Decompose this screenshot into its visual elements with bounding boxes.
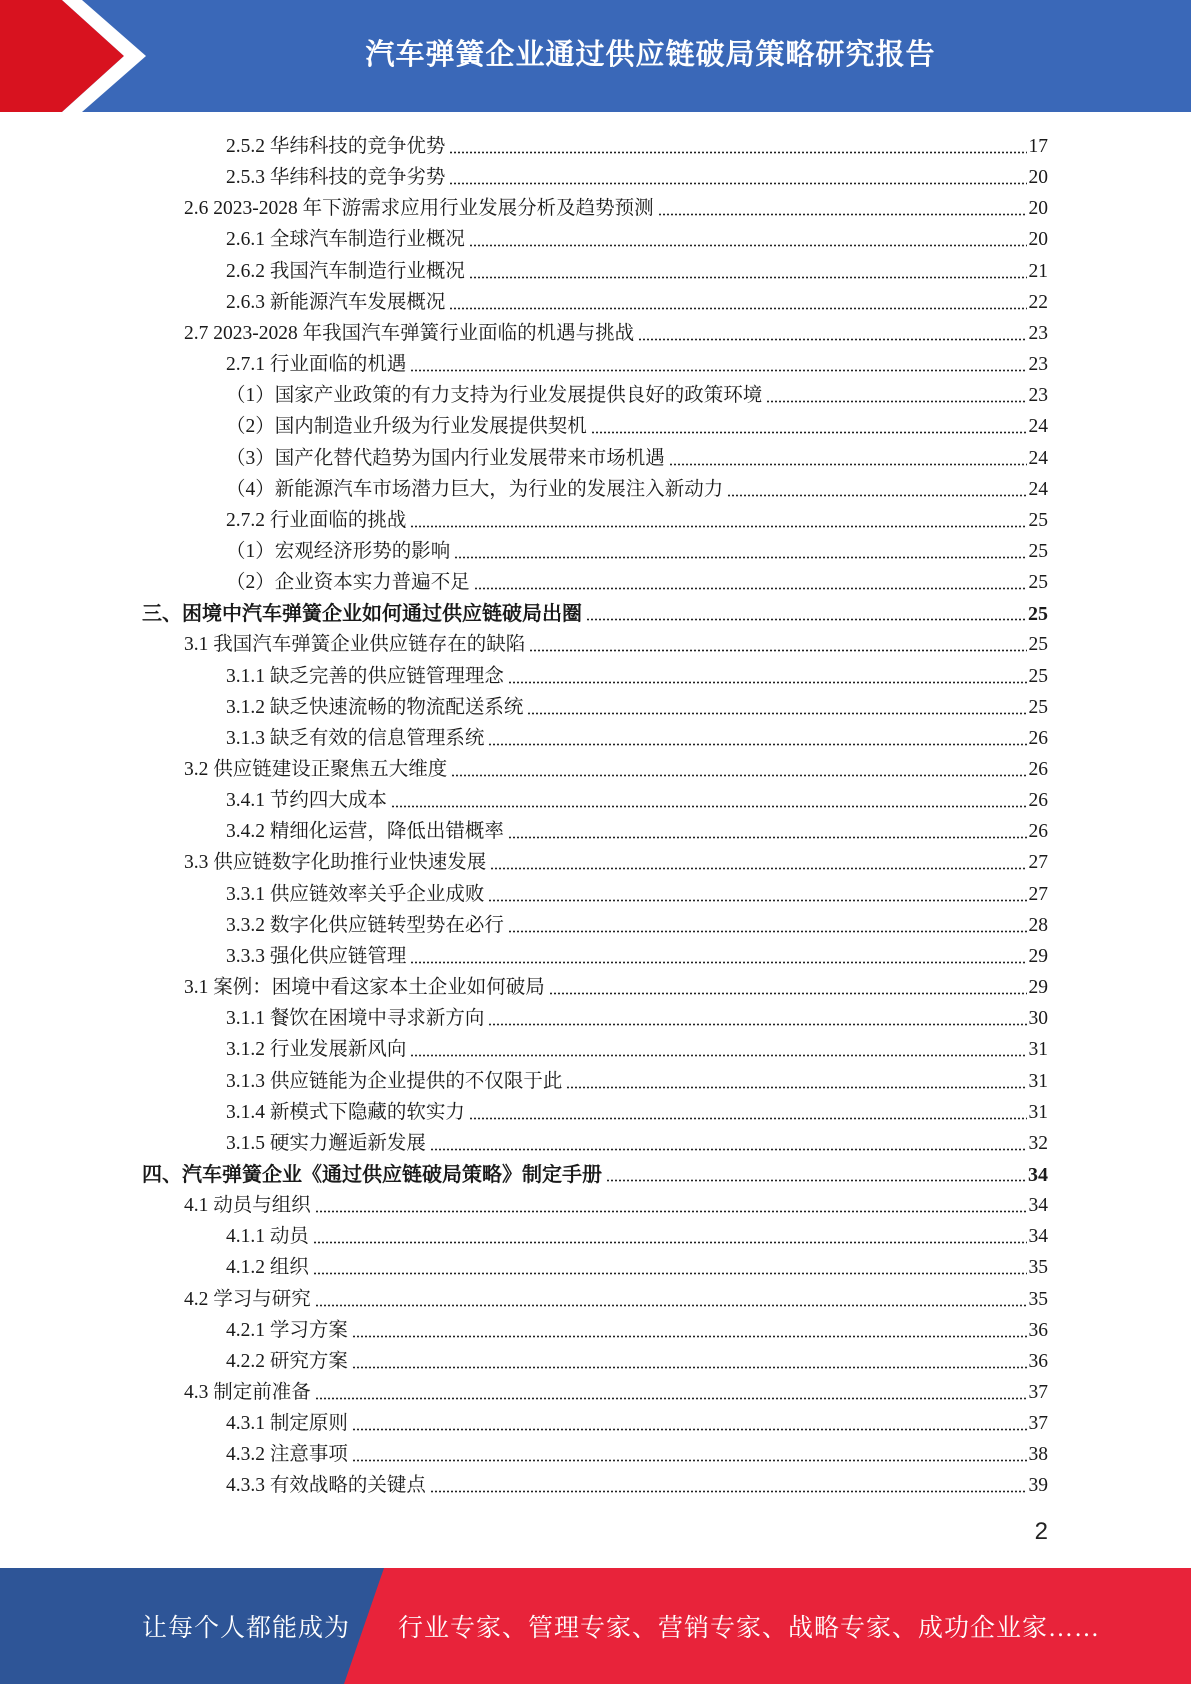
toc-entry-title: 三、困境中汽车弹簧企业如何通过供应链破局出圈 (142, 603, 582, 626)
toc-entry-page: 25 (1028, 665, 1048, 687)
toc-leader-dots (490, 867, 1026, 870)
toc-entry[interactable] (226, 1436, 1048, 1467)
toc-leader-dots (488, 899, 1026, 902)
toc-entry-page: 34 (1028, 1226, 1048, 1248)
toc-entry-title: 4.2.1 学习方案 (226, 1319, 348, 1341)
toc-entry[interactable] (226, 128, 1048, 159)
toc-leader-dots (469, 244, 1027, 247)
toc-entry[interactable] (184, 969, 1048, 1000)
toc-leader-dots (508, 681, 1027, 684)
toc-entry[interactable] (226, 1063, 1048, 1094)
page-footer (0, 1568, 1191, 1684)
toc-entry[interactable] (184, 315, 1048, 346)
toc-entry[interactable] (226, 1312, 1048, 1343)
toc-entry-title: 3.3 供应链数字化助推行业快速发展 (184, 852, 487, 874)
toc-entry[interactable] (226, 1405, 1048, 1436)
footer-slogan-right: 行业专家、管理专家、营销专家、战略专家、成功企业家…… (398, 1615, 1101, 1642)
toc-leader-dots (508, 930, 1027, 933)
toc-entry-page: 23 (1028, 354, 1048, 376)
toc-entry[interactable] (184, 1281, 1048, 1312)
toc-leader-dots (488, 1023, 1026, 1026)
toc-leader-dots (352, 1335, 1027, 1338)
toc-entry[interactable] (226, 221, 1048, 252)
toc-leader-dots (430, 1490, 1027, 1493)
toc-entry-page: 17 (1028, 136, 1048, 157)
toc-entry[interactable] (226, 658, 1048, 689)
toc-entry-title: （1）宏观经济形势的影响 (226, 540, 451, 562)
toc-leader-dots (591, 431, 1027, 434)
toc-entry-page: 39 (1028, 1475, 1048, 1497)
toc-entry[interactable] (184, 626, 1048, 657)
toc-entry-page: 31 (1028, 1101, 1048, 1123)
toc-entry-page: 31 (1028, 1070, 1048, 1092)
toc-entry[interactable] (184, 1187, 1048, 1218)
toc-leader-dots (430, 1148, 1027, 1151)
toc-entry[interactable] (226, 1218, 1048, 1249)
toc-entry-page: 38 (1028, 1444, 1048, 1466)
toc-leader-dots (391, 805, 1027, 808)
toc-entry-title: 2.6.2 我国汽车制造行业概况 (226, 260, 465, 282)
toc-entry-page: 28 (1028, 914, 1048, 936)
toc-entry[interactable] (226, 1125, 1048, 1156)
toc-leader-dots (315, 1304, 1027, 1307)
page-number: 2 (1034, 1518, 1048, 1545)
toc-entry-title: 4.1 动员与组织 (184, 1195, 311, 1217)
toc-entry-title: 4.3.3 有效战略的关键点 (226, 1475, 426, 1497)
toc-leader-dots (508, 836, 1027, 839)
toc-entry[interactable] (142, 595, 1048, 626)
toc-entry-title: 3.1.1 缺乏完善的供应链管理理念 (226, 665, 504, 687)
toc-leader-dots (658, 213, 1027, 216)
toc-entry-page: 23 (1028, 385, 1048, 407)
toc-leader-dots (527, 712, 1026, 715)
toc-leader-dots (638, 338, 1026, 341)
toc-entry-title: （2）国内制造业升级为行业发展提供契机 (226, 416, 587, 438)
toc-entry-title: 2.7 2023-2028 年我国汽车弹簧行业面临的机遇与挑战 (184, 322, 635, 344)
toc-leader-dots (410, 961, 1026, 964)
toc-entry[interactable] (226, 377, 1048, 408)
toc-entry[interactable] (226, 876, 1048, 907)
toc-entry-title: 4.3.2 注意事项 (226, 1444, 348, 1466)
toc-leader-dots (766, 400, 1026, 403)
toc-leader-dots (410, 525, 1026, 528)
toc-leader-dots (449, 307, 1026, 310)
toc-entry-page: 24 (1028, 416, 1048, 438)
toc-leader-dots (469, 1117, 1027, 1120)
toc-entry-page: 23 (1028, 322, 1048, 344)
toc-leader-dots (352, 1366, 1027, 1369)
toc-leader-dots (606, 1179, 1026, 1182)
toc-leader-dots (529, 649, 1026, 652)
toc-leader-dots (352, 1428, 1027, 1431)
toc-entry-title: 3.1.1 餐饮在困境中寻求新方向 (226, 1008, 485, 1030)
toc-entry-page: 27 (1028, 852, 1048, 874)
toc-leader-dots (451, 774, 1026, 777)
toc-entry-page: 25 (1028, 509, 1048, 531)
toc-entry-page: 34 (1028, 1163, 1048, 1186)
toc-entry-title: 2.5.3 华纬科技的竞争劣势 (226, 167, 446, 189)
toc-entry[interactable] (226, 440, 1048, 471)
toc-entry-page: 32 (1028, 1132, 1048, 1154)
toc-entry-title: 3.3.3 强化供应链管理 (226, 945, 407, 967)
toc-entry-page: 24 (1028, 478, 1048, 500)
toc-entry-title: （2）企业资本实力普遍不足 (226, 572, 470, 594)
toc-entry-title: 2.6.1 全球汽车制造行业概况 (226, 229, 465, 251)
toc-entry[interactable] (226, 346, 1048, 377)
report-title: 汽车弹簧企业通过供应链破局策略研究报告 (365, 36, 936, 71)
header-arrow-decoration (0, 0, 160, 112)
toc-entry-page: 35 (1028, 1288, 1048, 1310)
toc-leader-dots (549, 992, 1027, 995)
toc-entry-page: 25 (1028, 572, 1048, 594)
toc-entry[interactable] (184, 751, 1048, 782)
toc-entry[interactable] (226, 502, 1048, 533)
toc-entry-title: 3.1.2 行业发展新风向 (226, 1039, 407, 1061)
toc-entry-title: 4.1.2 组织 (226, 1257, 309, 1279)
toc-entry-page: 25 (1028, 696, 1048, 718)
toc-leader-dots (474, 587, 1027, 590)
toc-entry-title: 3.2 供应链建设正聚焦五大维度 (184, 759, 448, 780)
toc-entry[interactable] (226, 533, 1048, 564)
toc-entry-page: 36 (1028, 1319, 1048, 1341)
toc-entry-page: 31 (1028, 1039, 1048, 1061)
toc-entry[interactable] (226, 1249, 1048, 1280)
toc-leader-dots (454, 556, 1026, 559)
toc-entry-page: 21 (1028, 260, 1048, 282)
page-header (0, 0, 1191, 112)
toc-entry[interactable] (184, 190, 1048, 221)
toc-leader-dots (449, 151, 1026, 154)
toc-entry-title: 2.6.3 新能源汽车发展概况 (226, 291, 446, 313)
footer-slogan-left: 让每个人都能成为 (142, 1615, 351, 1642)
toc-leader-dots (352, 1459, 1027, 1462)
toc-entry[interactable] (226, 1467, 1048, 1498)
toc-leader-dots (313, 1241, 1027, 1244)
toc-leader-dots (488, 743, 1026, 746)
toc-entry[interactable] (226, 253, 1048, 284)
toc-entry[interactable] (226, 689, 1048, 720)
toc-leader-dots (586, 618, 1026, 621)
toc-leader-dots (449, 182, 1026, 185)
toc-entry-page: 25 (1028, 603, 1048, 626)
toc-entry-page: 30 (1028, 1008, 1048, 1030)
toc-entry-page: 25 (1028, 634, 1048, 656)
toc-entry-title: 3.1 我国汽车弹簧企业供应链存在的缺陷 (184, 634, 526, 656)
toc-entry[interactable] (142, 1156, 1048, 1187)
toc-entry[interactable] (226, 159, 1048, 190)
toc-entry-page: 34 (1028, 1195, 1048, 1217)
toc-entry[interactable] (184, 1374, 1048, 1405)
toc-entry-title: 3.4.1 节约四大成本 (226, 790, 387, 812)
toc-entry[interactable] (184, 844, 1048, 875)
toc-entry-title: 3.3.2 数字化供应链转型势在必行 (226, 914, 504, 936)
toc-entry-page: 26 (1028, 821, 1048, 843)
toc-entry-page: 26 (1028, 727, 1048, 749)
toc-leader-dots (566, 1086, 1026, 1089)
toc-entry-page: 27 (1028, 883, 1048, 905)
toc-entry-title: 3.1.2 缺乏快速流畅的物流配送系统 (226, 696, 524, 718)
toc-entry-title: 2.7.1 行业面临的机遇 (226, 354, 407, 376)
toc-entry-title: （1）国家产业政策的有力支持为行业发展提供良好的政策环境 (226, 385, 763, 407)
toc-entry-page: 24 (1028, 447, 1048, 469)
toc-entry-title: 4.1.1 动员 (226, 1226, 309, 1248)
toc-entry-page: 26 (1028, 790, 1048, 812)
toc-entry-title: 4.3 制定前准备 (184, 1382, 311, 1403)
toc-leader-dots (727, 494, 1026, 497)
toc-entry-page: 20 (1028, 229, 1048, 251)
toc-entry-title: 四、汽车弹簧企业《通过供应链破局策略》制定手册 (142, 1163, 602, 1186)
toc-entry-title: 3.1.5 硬实力邂逅新发展 (226, 1132, 426, 1154)
toc-entry-page: 25 (1028, 540, 1048, 562)
toc-entry-title: （4）新能源汽车市场潜力巨大，为行业的发展注入新动力 (226, 478, 724, 500)
toc-entry-page: 20 (1028, 167, 1048, 189)
toc-leader-dots (313, 1272, 1027, 1275)
toc-leader-dots (469, 276, 1027, 279)
toc-entry-page: 37 (1028, 1413, 1048, 1435)
toc-entry[interactable] (226, 408, 1048, 439)
toc-entry[interactable] (226, 782, 1048, 813)
toc-entry[interactable] (226, 1000, 1048, 1031)
toc-entry-title: 4.2 学习与研究 (184, 1288, 311, 1310)
toc-entry-page: 36 (1028, 1350, 1048, 1372)
toc-entry-page: 22 (1028, 291, 1048, 313)
toc-entry-title: （3）国产化替代趋势为国内行业发展带来市场机遇 (226, 447, 665, 469)
toc-entry-title: 4.3.1 制定原则 (226, 1413, 348, 1435)
toc-entry-page: 35 (1028, 1257, 1048, 1279)
toc-entry-title: 3.1.3 供应链能为企业提供的不仅限于此 (226, 1070, 563, 1092)
toc-entry-title: 3.3.1 供应链效率关乎企业成败 (226, 883, 485, 905)
toc-leader-dots (669, 463, 1027, 466)
toc-leader-dots (410, 369, 1026, 372)
toc-entry[interactable] (226, 1094, 1048, 1125)
toc-entry-title: 2.7.2 行业面临的挑战 (226, 509, 407, 531)
toc-entry-page: 26 (1028, 759, 1048, 780)
toc-entry-title: 3.1.4 新模式下隐藏的软实力 (226, 1101, 465, 1123)
toc-entry[interactable] (226, 938, 1048, 969)
toc-entry-page: 29 (1028, 945, 1048, 967)
toc-leader-dots (315, 1210, 1027, 1213)
toc-entry[interactable] (226, 564, 1048, 595)
toc-entry-title: 2.5.2 华纬科技的竞争优势 (226, 136, 446, 157)
toc-leader-dots (315, 1397, 1027, 1400)
toc-entry-title: 3.4.2 精细化运营，降低出错概率 (226, 821, 504, 843)
toc-entry-title: 2.6 2023-2028 年下游需求应用行业发展分析及趋势预测 (184, 198, 654, 220)
toc-leader-dots (410, 1054, 1026, 1057)
toc-entry-page: 37 (1028, 1382, 1048, 1403)
toc-entry[interactable] (226, 471, 1048, 502)
toc-entry-page: 20 (1028, 198, 1048, 220)
toc-entry[interactable] (226, 1343, 1048, 1374)
toc-entry-title: 3.1.3 缺乏有效的信息管理系统 (226, 727, 485, 749)
toc-entry[interactable] (226, 813, 1048, 844)
toc-entry-title: 4.2.2 研究方案 (226, 1350, 348, 1372)
toc-entry[interactable] (226, 907, 1048, 938)
toc-entry[interactable] (226, 1031, 1048, 1062)
toc-entry[interactable] (226, 720, 1048, 751)
toc-entry-page: 29 (1028, 977, 1048, 999)
toc-entry-title: 3.1 案例：困境中看这家本土企业如何破局 (184, 977, 545, 999)
toc-entry[interactable] (226, 284, 1048, 315)
